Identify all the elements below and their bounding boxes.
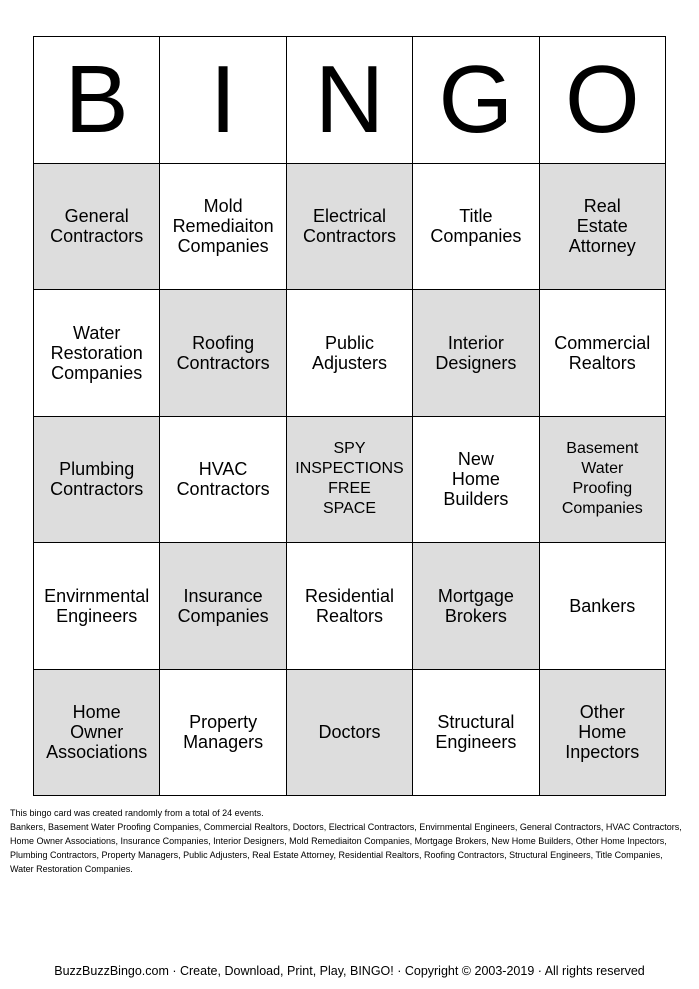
bingo-cell-text: Structural Engineers <box>435 712 517 753</box>
bingo-cell <box>34 417 160 544</box>
bingo-cell <box>413 543 539 670</box>
bingo-cell-text: Public Adjusters <box>311 332 388 373</box>
bingo-cell-text: New Home Builders <box>443 449 509 510</box>
header-cell-g <box>413 37 539 164</box>
bingo-cell-text: Doctors <box>318 722 381 743</box>
bingo-cell <box>34 164 160 291</box>
free-space-text: SPY INSPECTIONS FREE SPACE <box>295 440 404 518</box>
bingo-cell-text: General Contractors <box>50 206 144 247</box>
bingo-cell-text: Bankers <box>569 595 636 616</box>
bingo-cell-text: Residential Realtors <box>304 585 395 626</box>
footer-copyright: BuzzBuzzBingo.com · Create, Download, Print, Play, BINGO! · Copyright © 2003-2019 · All rights reserved <box>54 964 645 978</box>
bingo-cell <box>413 417 539 544</box>
bingo-cell <box>287 543 413 670</box>
bingo-cell-text: Plumbing Contractors <box>50 459 144 500</box>
header-letter: I <box>209 45 237 153</box>
bingo-cell-text: Commercial Realtors <box>554 332 651 373</box>
free-space-cell <box>287 417 413 544</box>
bingo-cell-text: Title Companies <box>430 206 522 247</box>
bingo-cell-text: Water Restoration Companies <box>50 322 143 383</box>
bingo-cell-text: Insurance Companies <box>177 585 269 626</box>
bingo-cell <box>287 164 413 291</box>
bingo-cell-text: Envirnmental Engineers <box>44 585 150 626</box>
bingo-cell <box>34 670 160 797</box>
bingo-cell-text: Home Owner Associations <box>46 702 148 763</box>
bingo-cell-text: Mold Remediaiton Companies <box>172 196 274 257</box>
bingo-cell <box>413 164 539 291</box>
bingo-cell <box>160 670 286 797</box>
bingo-cell <box>413 290 539 417</box>
bingo-cell <box>160 417 286 544</box>
header-cell-i <box>160 37 286 164</box>
header-letter: G <box>438 45 514 153</box>
bingo-cell <box>287 670 413 797</box>
bingo-cell-text: Basement Water Proofing Companies <box>561 440 643 518</box>
bingo-cell <box>540 670 666 797</box>
card-info-summary: This bingo card was created randomly from a total of 24 events. <box>10 808 264 818</box>
bingo-card <box>33 36 666 796</box>
bingo-cell <box>540 290 666 417</box>
bingo-cell <box>540 164 666 291</box>
bingo-cell-text: Real Estate Attorney <box>568 196 636 257</box>
header-cell-o <box>540 37 666 164</box>
bingo-cell <box>34 543 160 670</box>
header-letter: N <box>314 45 385 153</box>
bingo-cell <box>34 290 160 417</box>
card-info <box>10 806 688 876</box>
bingo-cell-text: Mortgage Brokers <box>437 585 514 626</box>
bingo-cell-text: Interior Designers <box>435 332 517 373</box>
bingo-cell <box>540 417 666 544</box>
bingo-cell <box>160 543 286 670</box>
header-letter: O <box>564 45 640 153</box>
bingo-cell-text: HVAC Contractors <box>176 459 270 500</box>
bingo-cell-text: Other Home Inpectors <box>565 702 640 763</box>
bingo-cell-text: Property Managers <box>183 712 264 753</box>
header-cell-b <box>34 37 160 164</box>
header-letter: B <box>64 45 129 153</box>
header-cell-n <box>287 37 413 164</box>
bingo-cell <box>287 290 413 417</box>
bingo-cell <box>160 290 286 417</box>
card-info-event-list: Bankers, Basement Water Proofing Companies, Commercial Realtors, Doctors, Electrical Contractors, Envirnmental Engineers, General Contractors, HVAC Contractors, Home Owner Associations, Insurance Companies, Interior Designers, Mold Remediaiton Companies, Mortgage Brokers, New Home Builders, Other Home Inpectors, Plumbing Contractors, Property Managers, Public Adjusters, Real Estate Attorney, Residential Realtors, Roofing Contractors, Structural Engineers, Title Companies, Water Restoration Companies. <box>10 822 682 874</box>
bingo-cell <box>540 543 666 670</box>
bingo-cell <box>413 670 539 797</box>
bingo-cell <box>160 164 286 291</box>
bingo-cell-text: Electrical Contractors <box>302 206 397 247</box>
bingo-cell-text: Roofing Contractors <box>176 332 270 373</box>
